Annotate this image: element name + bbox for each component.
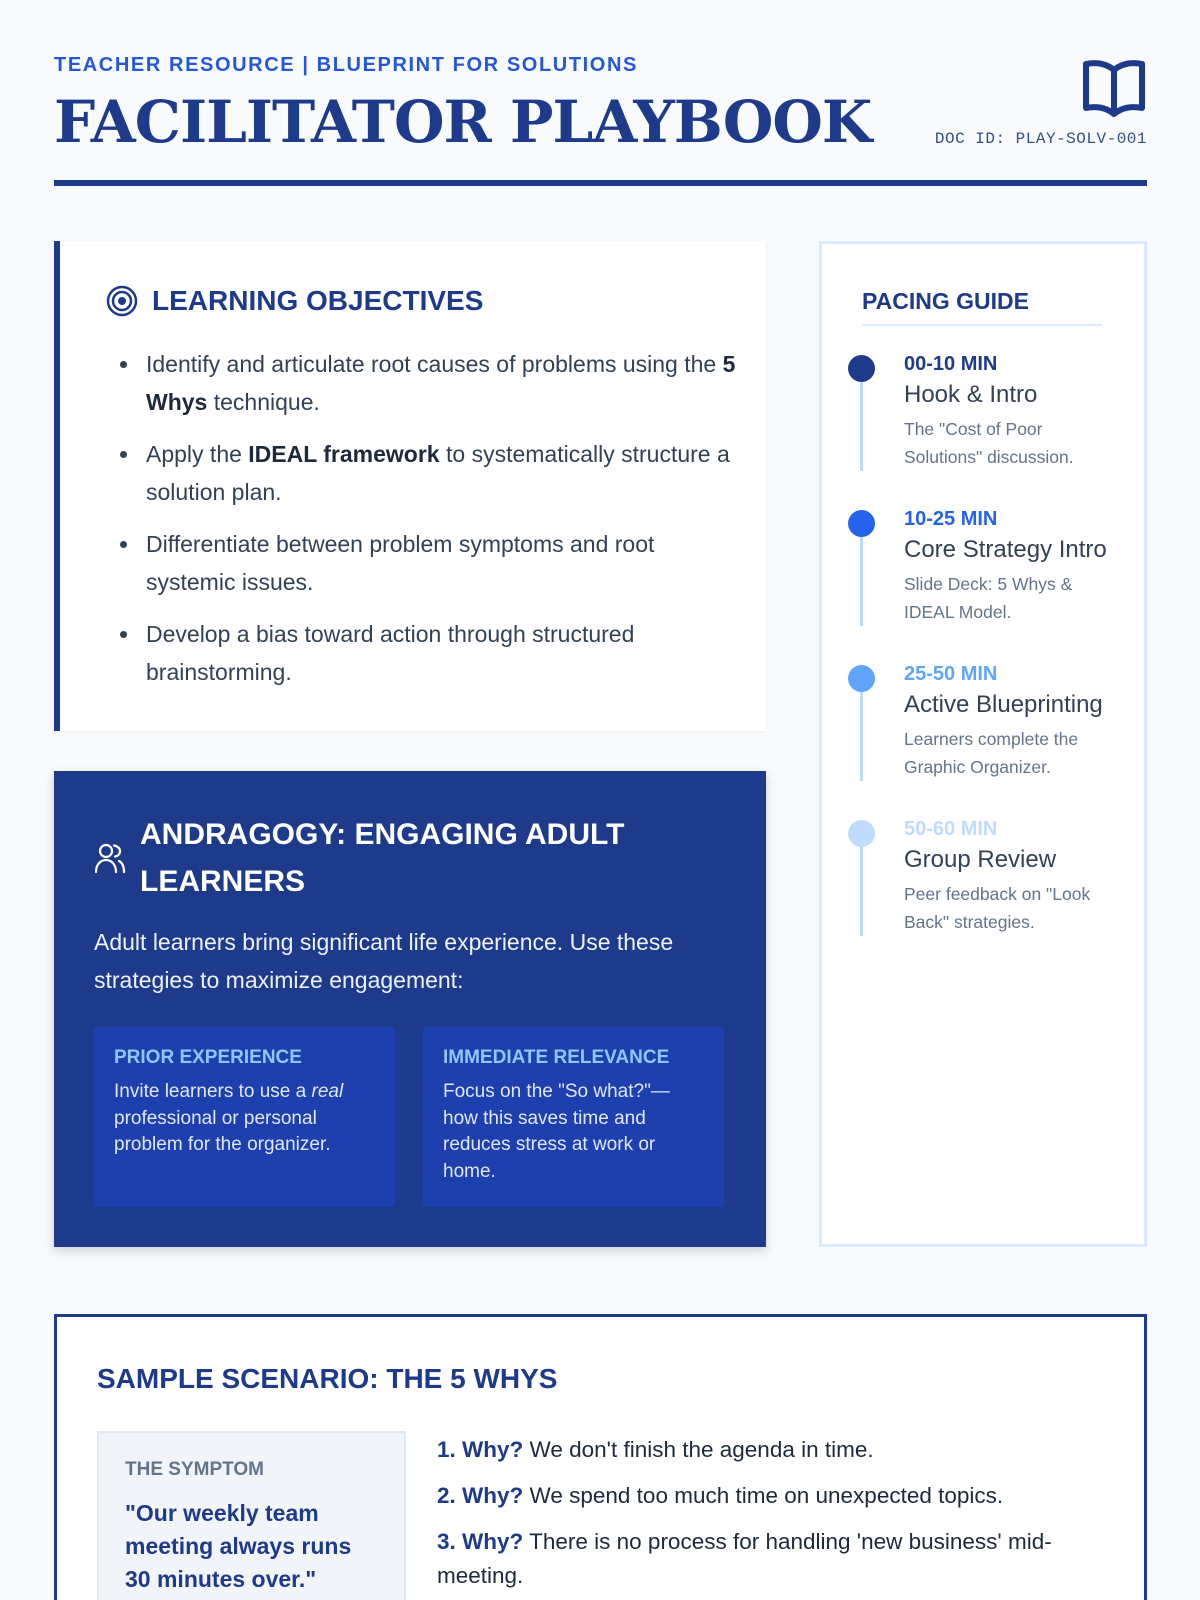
why-item: 3. Why? There is no process for handling 'new business' mid-meeting. — [437, 1529, 1052, 1588]
step-description: Slide Deck: 5 Whys & IDEAL Model. — [904, 574, 1073, 622]
step-time: 25-50 MIN — [904, 663, 998, 685]
objectives-list — [120, 345, 740, 705]
andragogy-title: ANDRAGOGY: ENGAGING ADULT LEARNERS — [140, 818, 625, 898]
step-time: 00-10 MIN — [904, 353, 998, 375]
why-item: 2. Why? We spend too much time on unexpected topics. — [437, 1483, 1004, 1508]
symptom-quote: "Our weekly team meeting always runs 30 minutes over." — [125, 1500, 352, 1592]
prior-experience-box — [94, 1027, 395, 1207]
andragogy-intro: Adult learners bring significant life experience. Use these strategies to maximize engagement: — [94, 929, 674, 993]
andragogy-card — [54, 771, 766, 1247]
symptom-label: THE SYMPTOM — [125, 1459, 264, 1480]
timeline-dot — [848, 510, 875, 537]
page-title: FACILITATOR PLAYBOOK — [54, 88, 872, 156]
playbook-page — [54, 0, 1147, 1592]
step-time: 10-25 MIN — [904, 508, 998, 530]
objective-item: Identify and articulate root causes of problems using the 5 Whys technique. — [120, 345, 740, 421]
users-icon — [94, 841, 126, 875]
page-header — [54, 0, 1147, 190]
learning-objectives-card — [54, 241, 766, 731]
book-icon — [1081, 58, 1147, 118]
step-time: 50-60 MIN — [904, 818, 998, 840]
box-text: Invite learners to use a real professional or personal problem for the organizer. — [114, 1081, 344, 1155]
objectives-heading — [106, 285, 483, 317]
pacing-guide-card — [819, 241, 1147, 1247]
pacing-title: PACING GUIDE — [862, 288, 1029, 314]
pacing-divider — [862, 324, 1102, 326]
step-description: Peer feedback on "Look Back" strategies. — [904, 884, 1091, 932]
target-icon — [106, 285, 138, 317]
box-label: PRIOR EXPERIENCE — [114, 1047, 302, 1068]
whys-list — [437, 1433, 1077, 1600]
timeline-line — [860, 677, 863, 781]
timeline-line — [860, 832, 863, 936]
objectives-title: LEARNING OBJECTIVES — [152, 285, 484, 316]
header-divider — [54, 180, 1147, 186]
timeline-dot — [848, 355, 875, 382]
step-name: Group Review — [904, 846, 1057, 873]
header-kicker: TEACHER RESOURCE | BLUEPRINT FOR SOLUTIONS — [54, 54, 638, 76]
immediate-relevance-box — [423, 1027, 724, 1207]
step-description: Learners complete the Graphic Organizer. — [904, 729, 1079, 777]
box-label: IMMEDIATE RELEVANCE — [443, 1047, 670, 1068]
timeline-line — [860, 522, 863, 626]
timeline-step — [846, 818, 1136, 968]
step-name: Core Strategy Intro — [904, 536, 1107, 563]
timeline-dot — [848, 820, 875, 847]
step-description: The "Cost of Poor Solutions" discussion. — [904, 419, 1074, 467]
symptom-box — [97, 1431, 406, 1600]
timeline-step — [846, 353, 1136, 503]
step-name: Active Blueprinting — [904, 691, 1103, 718]
objective-item: Apply the IDEAL framework to systematically structure a solution plan. — [120, 435, 740, 511]
timeline-line — [860, 367, 863, 471]
box-text: Focus on the "So what?"—how this saves time and reduces stress at work or home. — [443, 1081, 670, 1182]
timeline-step — [846, 508, 1136, 658]
why-item: 1. Why? We don't finish the agenda in time. — [437, 1437, 874, 1462]
objective-item: Develop a bias toward action through structured brainstorming. — [120, 615, 740, 691]
step-name: Hook & Intro — [904, 381, 1038, 408]
sample-scenario-card — [54, 1314, 1147, 1600]
objective-item: Differentiate between problem symptoms and root systemic issues. — [120, 525, 740, 601]
doc-id: DOC ID: PLAY-SOLV-001 — [934, 130, 1147, 148]
scenario-title: SAMPLE SCENARIO: THE 5 WHYS — [97, 1363, 558, 1394]
timeline-dot — [848, 665, 875, 692]
timeline-step — [846, 663, 1136, 813]
